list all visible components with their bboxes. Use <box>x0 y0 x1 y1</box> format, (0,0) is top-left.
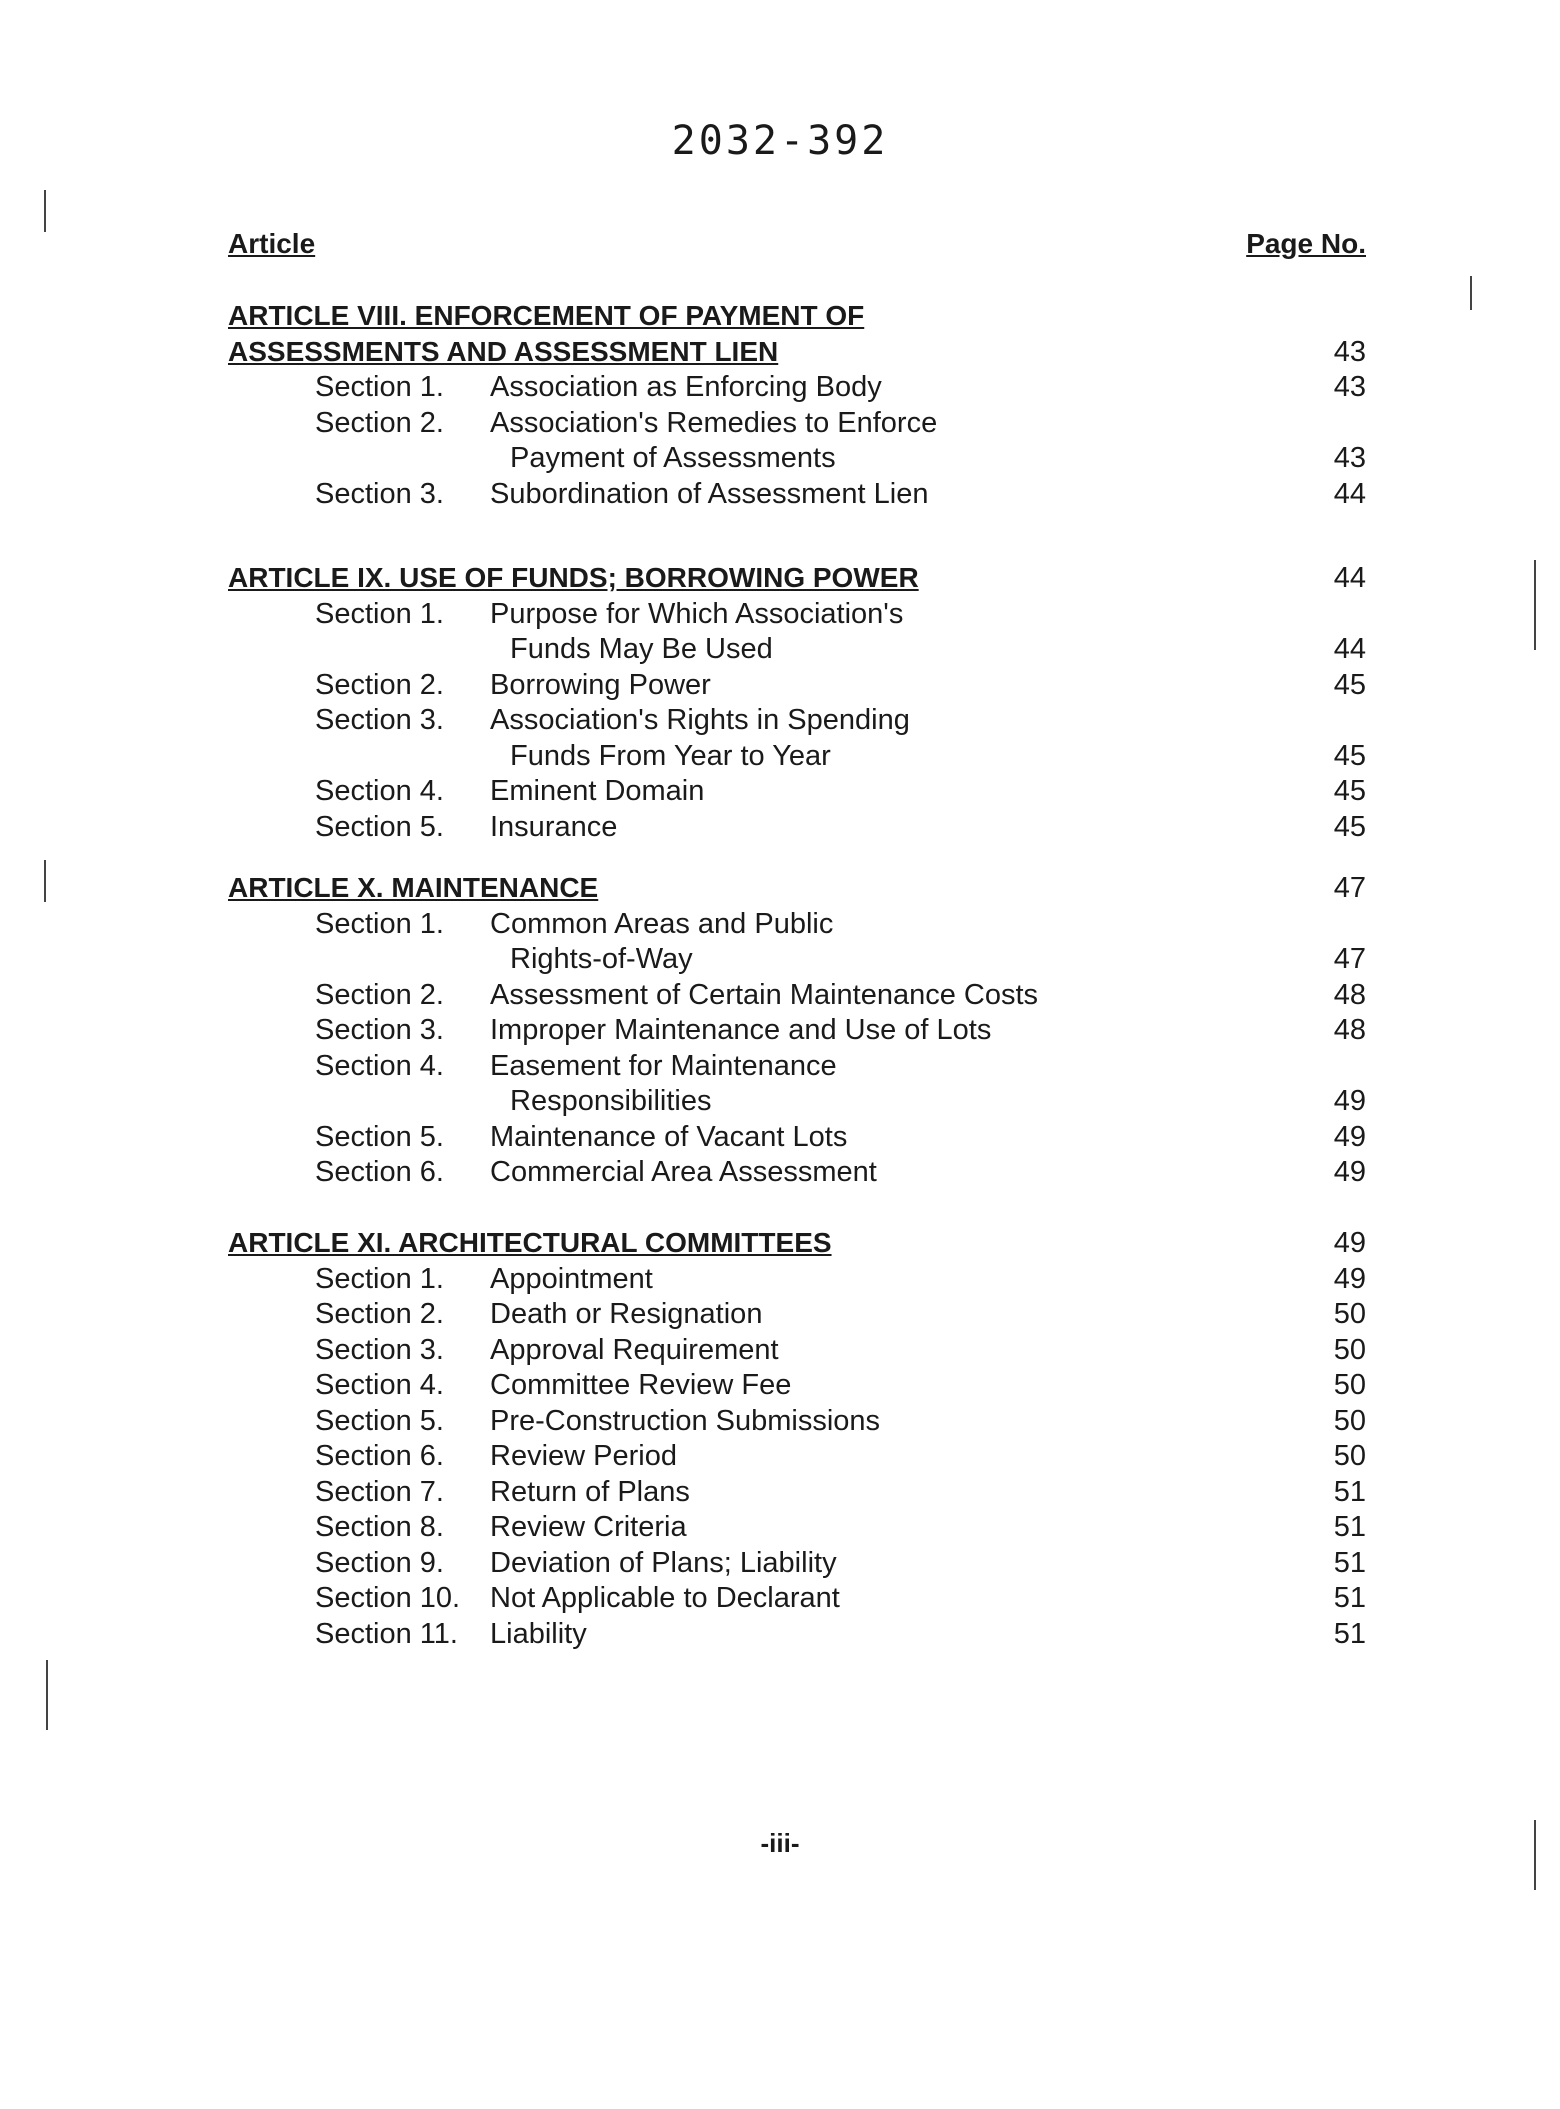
section-title: Purpose for Which Association's <box>490 597 904 630</box>
section-title: Eminent Domain <box>490 775 705 807</box>
page-number: 45 <box>1333 775 1366 807</box>
article-title: ARTICLE VIII. ENFORCEMENT OF PAYMENT OF <box>228 300 865 331</box>
section-label: Section 10. <box>315 1582 461 1614</box>
section-title: Review Criteria <box>490 1511 687 1543</box>
page-number: 50 <box>1333 1369 1366 1401</box>
section-label: Section 6. <box>315 1440 444 1472</box>
section-title: Approval Requirement <box>490 1333 779 1366</box>
section-title: Association's Rights in Spending <box>490 704 910 736</box>
section-entry-continuation <box>228 738 1366 774</box>
section-title: Insurance <box>490 810 618 843</box>
scan-mark <box>44 860 46 902</box>
section-entry <box>228 1367 1366 1403</box>
section-label: Section 5. <box>315 1404 444 1437</box>
section-title-continuation: Funds May Be Used <box>510 633 773 665</box>
page-number: 43 <box>1333 442 1366 474</box>
page-number: 44 <box>1333 633 1366 665</box>
section-entry <box>228 1296 1366 1332</box>
section-entry <box>228 1509 1366 1545</box>
section-label: Section 8. <box>315 1511 444 1543</box>
section-entry <box>228 1403 1366 1439</box>
page-number: 43 <box>1333 371 1366 403</box>
section-entry <box>228 476 1366 512</box>
section-entry <box>228 906 1366 942</box>
section-label: Section 2. <box>315 406 444 439</box>
page-number: 50 <box>1333 1404 1366 1437</box>
section-label: Section 2. <box>315 668 444 701</box>
article-title: ARTICLE XI. ARCHITECTURAL COMMITTEES <box>228 1227 832 1258</box>
page-number: 49 <box>1333 1262 1366 1295</box>
page-number: 49 <box>1333 1120 1366 1153</box>
page-number: 48 <box>1333 978 1366 1011</box>
section-title: Common Areas and Public <box>490 907 834 940</box>
section-entry <box>228 977 1366 1013</box>
article-title: ARTICLE IX. USE OF FUNDS; BORROWING POWER <box>228 562 919 593</box>
section-title: Liability <box>490 1617 587 1650</box>
section-label: Section 6. <box>315 1156 444 1188</box>
article-heading <box>228 870 1366 906</box>
section-title: Association's Remedies to Enforce <box>490 406 938 439</box>
section-title: Committee Review Fee <box>490 1369 792 1401</box>
section-title-continuation: Funds From Year to Year <box>510 739 831 772</box>
section-title: Appointment <box>490 1262 653 1295</box>
section-title: Deviation of Plans; Liability <box>490 1546 837 1579</box>
scan-mark <box>1470 276 1472 310</box>
article-title: ASSESSMENTS AND ASSESSMENT LIEN <box>228 335 779 367</box>
section-label: Section 2. <box>315 1298 444 1330</box>
section-title: Review Period <box>490 1440 677 1472</box>
page-footer: -iii- <box>760 1828 800 1858</box>
section-label: Section 9. <box>315 1546 444 1579</box>
section-title: Association as Enforcing Body <box>490 371 882 403</box>
section-entry <box>228 1438 1366 1474</box>
section-title: Easement for Maintenance <box>490 1049 837 1082</box>
page-number: 45 <box>1333 739 1366 772</box>
page-number: 50 <box>1333 1298 1366 1330</box>
article-heading <box>228 298 1366 334</box>
section-label: Section 4. <box>315 1049 444 1082</box>
page-number: 45 <box>1333 668 1366 701</box>
section-entry <box>228 1474 1366 1510</box>
page-number: 48 <box>1333 1014 1366 1046</box>
page-number: 47 <box>1333 872 1366 904</box>
page-number: 51 <box>1333 1511 1366 1543</box>
section-label: Section 4. <box>315 1369 444 1401</box>
article-heading <box>228 334 1366 370</box>
section-entry <box>228 1048 1366 1084</box>
section-title: Death or Resignation <box>490 1298 763 1330</box>
section-entry <box>228 1119 1366 1155</box>
page-number: 45 <box>1333 810 1366 843</box>
section-entry <box>228 405 1366 441</box>
page-number: 43 <box>1333 335 1366 368</box>
section-entry-continuation <box>228 1083 1366 1119</box>
section-title: Return of Plans <box>490 1475 690 1508</box>
scan-mark <box>1534 1820 1536 1890</box>
section-label: Section 3. <box>315 1333 444 1366</box>
page-number: 44 <box>1333 562 1366 594</box>
section-title: Commercial Area Assessment <box>490 1156 877 1188</box>
scan-mark <box>1534 560 1536 650</box>
article-column-header: Article <box>228 228 316 259</box>
section-label: Section 11. <box>315 1617 458 1650</box>
section-entry <box>228 1261 1366 1297</box>
section-title: Improper Maintenance and Use of Lots <box>490 1014 992 1046</box>
section-entry-continuation <box>228 631 1366 667</box>
page-number-column-header: Page No. <box>1246 228 1366 259</box>
section-entry <box>228 1545 1366 1581</box>
page-number: 47 <box>1333 943 1366 975</box>
section-entry <box>228 596 1366 632</box>
section-title: Maintenance of Vacant Lots <box>490 1120 848 1153</box>
section-label: Section 3. <box>315 704 444 736</box>
section-label: Section 2. <box>315 978 444 1011</box>
section-label: Section 3. <box>315 477 444 510</box>
section-title: Pre-Construction Submissions <box>490 1404 881 1437</box>
section-entry <box>228 1154 1366 1190</box>
article-heading <box>228 560 1366 596</box>
section-entry <box>228 369 1366 405</box>
section-entry-continuation <box>228 440 1366 476</box>
section-entry <box>228 667 1366 703</box>
section-title: Assessment of Certain Maintenance Costs <box>490 978 1039 1011</box>
article-heading <box>228 1225 1366 1261</box>
section-label: Section 4. <box>315 775 444 807</box>
section-entry <box>228 773 1366 809</box>
page-number: 44 <box>1333 477 1366 510</box>
article-title: ARTICLE X. MAINTENANCE <box>228 872 599 903</box>
page-number: 49 <box>1333 1156 1366 1188</box>
section-entry <box>228 1580 1366 1616</box>
section-label: Section 5. <box>315 810 444 843</box>
section-title-continuation: Responsibilities <box>510 1085 712 1117</box>
section-label: Section 3. <box>315 1014 444 1046</box>
section-label: Section 5. <box>315 1120 444 1153</box>
section-label: Section 1. <box>315 1262 444 1295</box>
page-number: 49 <box>1333 1085 1366 1117</box>
page-number: 50 <box>1333 1440 1366 1472</box>
section-title: Subordination of Assessment Lien <box>490 477 929 510</box>
section-title: Not Applicable to Declarant <box>490 1582 840 1614</box>
section-label: Section 1. <box>315 371 444 403</box>
page-number: 50 <box>1333 1333 1366 1366</box>
page-number: 51 <box>1333 1617 1366 1650</box>
scan-mark <box>46 1660 48 1730</box>
section-entry <box>228 1332 1366 1368</box>
section-title: Borrowing Power <box>490 668 711 701</box>
section-entry <box>228 1616 1366 1652</box>
page-number: 49 <box>1333 1227 1366 1259</box>
section-entry <box>228 809 1366 845</box>
page-number: 51 <box>1333 1475 1366 1508</box>
section-label: Section 1. <box>315 597 444 630</box>
document-number: 2032-392 <box>671 118 889 164</box>
section-entry-continuation <box>228 941 1366 977</box>
section-title-continuation: Rights-of-Way <box>510 943 693 975</box>
section-entry <box>228 702 1366 738</box>
page-number: 51 <box>1333 1582 1366 1614</box>
section-label: Section 7. <box>315 1475 444 1508</box>
page-number: 51 <box>1333 1546 1366 1579</box>
section-title-continuation: Payment of Assessments <box>510 442 836 474</box>
scan-mark <box>44 190 46 232</box>
section-label: Section 1. <box>315 907 444 940</box>
section-entry <box>228 1012 1366 1048</box>
